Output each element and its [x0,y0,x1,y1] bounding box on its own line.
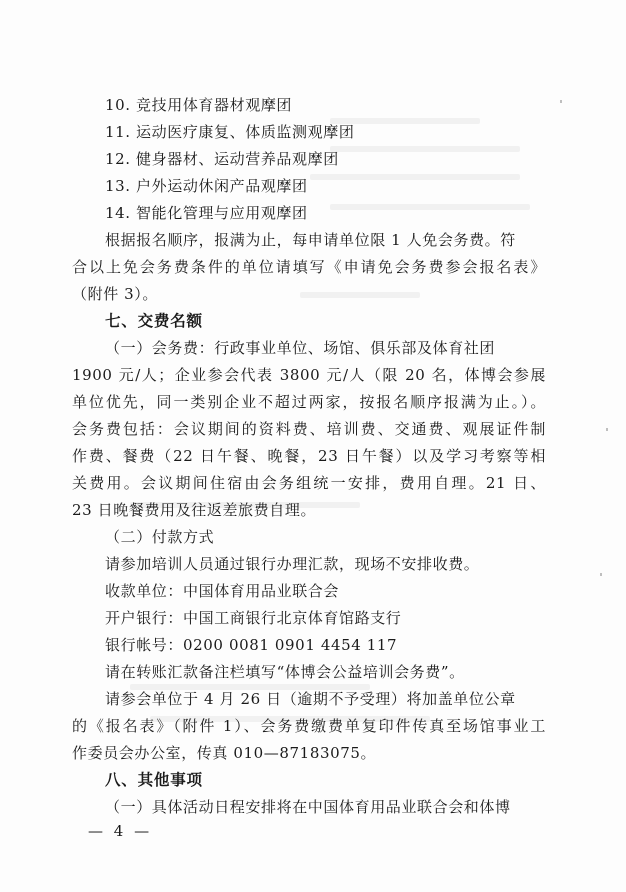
payee-line: 收款单位：中国体育用品业联合会 [105,582,340,600]
list-item: 10. 竞技用体育器材观摩团 [105,96,293,114]
bleed-through-mark [330,146,520,152]
paragraph-line: 请在转账汇款备注栏填写“体博会公益培训会务费”。 [105,663,465,681]
paragraph-line: 单位优先，同一类别企业不超过两家，按报名顺序报满为止。）。 [72,393,546,411]
page-number: — 4 — [88,822,153,840]
list-item: 12. 健身器材、运动营养品观摩团 [105,150,339,168]
bleed-through-mark [300,292,420,298]
paragraph-line: 的《报名表》（附件 1）、会务费缴费单复印件传真至场馆事业工 [72,717,546,735]
subsection-heading: （二）付款方式 [105,528,215,546]
account-number-line: 银行帐号：0200 0081 0901 4454 117 [105,636,398,654]
paragraph-line: （附件 3）。 [72,285,159,303]
list-item: 14. 智能化管理与应用观摩团 [105,204,308,222]
bank-line: 开户银行：中国工商银行北京体育馆路支行 [105,609,402,627]
scan-speck [560,100,562,103]
paragraph-line: 合以上免会务费条件的单位请填写《申请免会务费参会报名表》 [72,258,546,276]
paragraph-line: 1900 元/人；企业参会代表 3800 元/人（限 20 名，体博会参展 [72,366,546,384]
list-item: 13. 户外运动休闲产品观摩团 [105,177,308,195]
bleed-through-mark [330,204,530,210]
section-heading: 七、交费名额 [105,312,203,330]
paragraph-line: 会务费包括：会议期间的资料费、培训费、交通费、观展证件制 [72,420,546,438]
list-item: 11. 运动医疗康复、体质监测观摩团 [105,123,355,141]
paragraph-line: （一）会务费：行政事业单位、场馆、俱乐部及体育社团 [105,339,496,357]
paragraph-line: 作费、餐费（22 日午餐、晚餐，23 日午餐）以及学习考察等相 [72,447,546,465]
scan-speck [600,573,602,576]
scan-speck [606,428,608,431]
paragraph-line: 请参会单位于 4 月 26 日（逾期不予受理）将加盖单位公章 [105,690,516,708]
paragraph-line: 请参加培训人员通过银行办理汇款，现场不安排收费。 [105,555,480,573]
paragraph-line: 23 日晚餐费用及往返差旅费自理。 [72,501,317,519]
section-heading: 八、其他事项 [105,771,203,789]
paragraph-line: （一）具体活动日程安排将在中国体育用品业联合会和体博 [105,798,511,816]
paragraph-line: 关费用。会议期间住宿由会务组统一安排，费用自理。21 日、 [72,474,546,492]
fax-line: 作委员会办公室，传真 010—87183075。 [72,744,377,762]
bleed-through-mark [310,174,520,180]
paragraph-line: 根据报名顺序，报满为止，每申请单位限 1 人免会务费。符 [105,231,516,249]
